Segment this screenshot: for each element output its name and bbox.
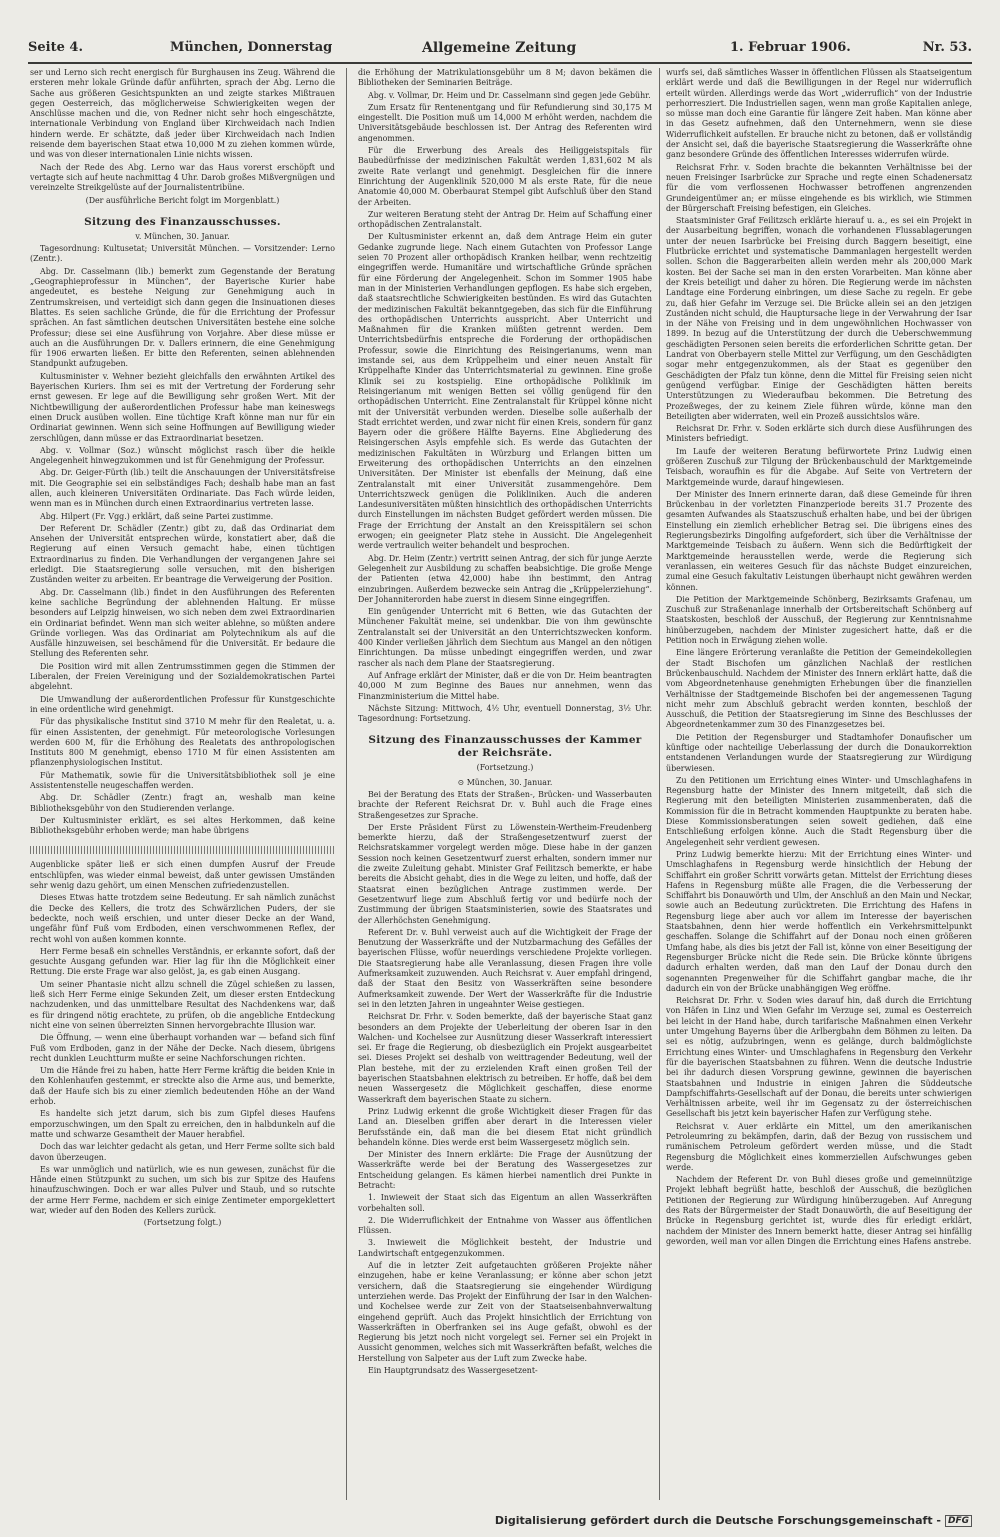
column-2 — [358, 68, 652, 1500]
article-paragraph: Prinz Ludwig erkennt die große Wichtigkeit dieser Fragen für das Land an. Dieselben griffen aber derart in die Interessen vieler Berufsstände ein, daß man die bei diesem Etat nicht gründlich behandeln könne. Dies werde erst beim Wassergesetz möglich sein. — [358, 1106, 652, 1147]
article-paragraph: Reichsrat Dr. Frhr. v. Soden erklärte sich durch diese Ausführungen des Ministers befriedigt. — [666, 424, 972, 444]
article-paragraph: Nächste Sitzung: Mittwoch, 4½ Uhr, eventuell Donnerstag, 3½ Uhr. Tagesordnung: Fortsetzung. — [358, 703, 652, 724]
article-paragraph: Abg. v. Vollmar, Dr. Heim und Dr. Casselmann sind gegen jede Gebühr. — [368, 90, 651, 100]
article-paragraph: Prinz Ludwig bemerkte hierzu: Mit der Errichtung eines Winter- und Umschlaghafens in Regensburg werde hinsichtlich der Hebung der Schiffahrt ein großer Schritt vorwärts getan. Mittelst der Errichtung dieses Hafens in Regensburg müßte alle Fragen, die die Verbesserung der Schiffahrt bis Donauwörth und Ulm, der Anschluß an den Main und Neckar, sowie auch an Bedeutung zurücktreten. Die Errichtung des Hafens in Regensburg liege aber auch vor allem im Interesse der bayerischen Staatsbahnen, denn hier werde hoffentlich ein Verkehrsmittelpunkt geschaffen. Solange die Schiffahrt auf der Donau noch einen größeren Umfang habe, als dies bis jetzt der Fall ist, könne von einer Beseitigung der Regensburger Brücke nicht die Rede sein. Die Brücke könnte übrigens dadurch erhalten werden, daß man den Lauf der Donau durch den sogenannten Pregenweiher für die Schiffahrt gangbar mache, die ihr dadurch ein von der Brücke unabhängigen Weg eröffne. — [666, 849, 972, 993]
column-divider — [659, 68, 660, 1500]
article-paragraph: Ein genügender Unterricht mit 6 Betten, wie das Gutachten der Münchener Fakultät meine, sei undenkbar. Die von ihm gewünschte Zentralanstalt sei der Universität an den Unterrichtszwecken konform. 400 Kinder verließen jährlich dem Siechtum aus Mangel an den nötigen Einrichtungen. Da müsse unbedingt eingegriffen werden, und zwar rascher als nach dem Plane der Staatsregierung. — [358, 607, 652, 668]
article-paragraph: Staatsminister Graf Feilitzsch erklärte hierauf u. a., es sei ein Projekt in der Ausarbeitung begriffen, wonach die vorhandenen Flussablagerungen unter der neuen Isarbrücke bei Freising durch Baggern beseitigt, eine Flutbrücke errichtet und systematische Dammanlagen hergestellt werden sollen. Schon die Baggerarbeiten allein werden mehr als 200,000 Mark kosten. Bei der Sache sei man in den ersten Vorarbeiten. Man könne aber der Kreis beteiligt und daher zu hören. Die Regierung werde im nächsten Landtage eine Forderung einbringen, um diese Sache zu regeln. Er gebe zu, daß hier Gefahr im Verzuge sei. Die Brücke allein sei an den jetzigen Zuständen nicht schuld, die Hauptursache liege in der Verwahrung der Isar in der Nähe von Freising und in dem ungewöhnlichen Hochwasser von 1899. In bezug auf die Unterstützung der durch die Ueberschwemmung geschädigten Personen seien bereits die erforderlichen Schritte getan. Der Landrat von Oberbayern stelle Mittel zur Verfügung, um den Geschädigten sogar mehr entgegenzukommen, als der Staat es gegenüber den Geschädigten der Pfalz tun könne, denn die Mittel für Freising seien nicht genügend verfügbar. Einige der Geschädigten hätten bereits Unterstützungen zu Wiederaufbau bekommen. Die Betretung des Prozeßweges, der zu keinem Ziele führen würde, könne man den Beteiligten aber widerraten, weil ein Prozeß aussichtslos wäre. — [666, 216, 972, 421]
page-number: Seite 4. — [28, 40, 83, 55]
article-paragraph: Reichsrat v. Auer erklärte ein Mittel, um den amerikanischen Petroleumring zu bekämpfen, darin, daß der Bezug von russischem und rumänischem Petroleum gefördert werden müsse, und die Stadt Regensburg die Möglichkeit eines kommerziellen Aufschwunges geben werde. — [666, 1121, 972, 1172]
list-item: 1. Inwieweit der Staat sich das Eigentum an allen Wasserkräften vorbehalten soll. — [358, 1193, 652, 1213]
article-paragraph: Reichsrat Frhr. v. Soden brachte die bekannten Verhältnisse bei der neuen Freisinger Isarbrücke zur Sprache und regte einen Schadenersatz für die vom verflossenen Hochwasser betroffenen angrenzenden Grundeigentümer an; er müsse eingehende es bis wirklich, wie Stimmen der Bürgerschaft Freising befestigen, ein Gleiches. — [666, 162, 972, 213]
article-paragraph: Für die Erwerbung des Areals des Heiliggeistspitals für Baubedürfnisse der medizinischen Fakultät werden 1,831,602 M als zweite Rate verlangt und genehmigt. Desgleichen für die innere Einrichtung der Augenklinik 520,000 M als erste Rate, für die neue Anatomie 40,000 M. Oberbaurat Stempel gibt Aufschluß über den Stand der Arbeiten. — [358, 146, 652, 207]
page-header — [28, 40, 972, 62]
feuilleton-paragraph: Augenblicke später ließ er sich einen dumpfen Ausruf der Freude entschlüpfen, was wieder einmal beweist, daß unter gewissen Umständen sehr wenig dazu gehört, um einen Menschen zufriedenzustellen. — [30, 860, 335, 891]
article-paragraph: Bei der Beratung des Etats der Straßen-, Brücken- und Wasserbauten brachte der Referent Reichsrat Dr. v. Buhl auch die Frage eines Straßengesetzes zur Sprache. — [358, 790, 652, 820]
section-heading: Sitzung des Finanzausschusses der Kammer der Reichsräte. — [368, 734, 642, 760]
list-item: 2. Die Widerruflichkeit der Entnahme von Wasser aus öffentlichen Flüssen. — [358, 1215, 652, 1236]
article-paragraph: Die Umwandlung der außerordentlichen Professur für Kunstgeschichte in eine ordentliche wird genehmigt. — [30, 694, 335, 714]
article-paragraph: Die Position wird mit allen Zentrumsstimmen gegen die Stimmen der Liberalen, der Freien Vereinigung und der Sozialdemokratischen Partei abgelehnt. — [30, 661, 335, 692]
article-paragraph: Nach der Rede des Abg. Lerno war das Haus vorerst erschöpft und vertagte sich auf heute nachmittag 4 Uhr. Darob großes Mißvergnügen und vereinzelte Streikgelüste auf der Journalistentribüne. — [30, 162, 335, 193]
feuilleton-paragraph: Doch das war leichter gedacht als getan, und Herr Ferme sollte sich bald davon überzeugen. — [30, 1142, 335, 1162]
article-paragraph: Für das physikalische Institut sind 3710 M mehr für den Realetat, u. a. für einen Assistenten, der genehmigt. Für meteorologische Vorlesungen werden 600 M, für die Erhöhung des Realetats des anthropologischen Instituts 800 M genehmigt, ebenso 1710 M für einen Assistenten am pflanzenphysiologischen Institut. — [30, 717, 335, 768]
column-3 — [666, 68, 972, 1500]
continuation-note: (Fortsetzung folgt.) — [143, 1218, 222, 1228]
feuilleton-divider — [30, 846, 335, 854]
article-note: (Der ausführliche Bericht folgt im Morgenblatt.) — [85, 195, 280, 205]
article-paragraph: Reichsrat Dr. Frhr. v. Soden bemerkte, daß der bayerische Staat ganz besonders an dem Projekte der Ueberleitung der oberen Isar in den Walchen- und Kochelsee zur Ausnützung dieser Wasserkraft interessiert sei. Er frage die Regierung, ob diesbezüglich ein Projekt ausgearbeitet sei. Dieses Projekt sei deshalb von weittragender Bedeutung, weil der Plan bestehe, mit der zu erzielenden Kraft einen großen Teil der bayerischen Staatsbahnen elektrisch zu betreiben. Er hoffe, daß bei dem neuen Wassergesetz die Möglichkeit geschaffen, diese enorme Wasserkraft dem bayerischen Staate zu sichern. — [358, 1012, 652, 1104]
column-divider — [346, 68, 347, 1500]
article-paragraph: Der Kultusminister erkennt an, daß dem Antrage Heim ein guter Gedanke zugrunde liege. Nach einem Gutachten von Professor Lange seien 70 Prozent aller orthopädisch Kranken heilbar, wenn rechtzeitig eingegriffen werde. Humanitäre und wirtschaftliche Gründe sprächen für eine Förderung der Angelegenheit. Schon im Sommer 1905 habe man in der Ministerien Verhandlungen gepflogen. Es habe sich ergeben, daß staatsrechtliche Schwierigkeiten bestünden. Es wird das Gutachten der medizinischen Fakultät bekanntgegeben, das sich für die Einführung des orthopädischen Unterrichts ausspricht. Aber Unterricht und Maßnahmen für die Kranken müßten getrennt werden. Dem Unterrichtsbedürfnis entspreche die Forderung der orthopädischen Professur, sowie die Einrichtung des Reisingerianums, wenn man imstande sei, aus dem Krüppelheim und einer neuen Anstalt für Krüppelhafte Kinder das Unterrichtsmaterial zu gewinnen. Eine große Klinik sei zu kostspielig. Eine orthopädische Poliklinik im Reisingerianum mit wenigen Betten sei völlig genügend für den orthopädischen Unterricht. Eine Zentralanstalt für Krüppel könne nicht mit der Universität verbunden werden. Dieselbe solle außerhalb der Stadt errichtet werden, und zwar nicht für einen Kreis, sondern für ganz Bayern oder die größere Hälfte Bayerns. Eine Abgliederung des Reisingerschen Asyls empfehle sich. Es werde das Gutachten der medizinischen Fakultäten in Würzburg und Erlangen bitten um Erweiterung des orthopädischen Unterrichts an den einzelnen Universitäten. Der Minister ist ebenfalls der Meinung, daß eine Zentralanstalt mit einer Universität zusammengehöre. Dem Unterrichtszweck genügen die Polikliniken. Auch die anderen Landesuniversitäten müßten hinsichtlich des orthopädischen Unterrichts durch Einstellungen im nächsten Budget gefördert werden müssen. Die Frage der Errichtung der Anstalt an den Kreisspitälern sei schon erwogen; ein geeigneter Platz stehe in Aussicht. Die Angelegenheit werde vertraulich weiter behandelt und besprochen. — [358, 232, 652, 551]
header-rule — [28, 62, 972, 64]
credit-text: Digitalisierung gefördert durch die Deutsche Forschungsgemeinschaft - — [494, 1514, 941, 1527]
digitization-credit — [495, 1514, 972, 1527]
article-paragraph: Die Petition der Regensburger und Stadtamhofer Donaufischer um künftige oder nachteilige Ueberlassung der durch die Donaukorrektion entstandenen Verlandungen wurde der Staatsregierung zur Würdigung überwiesen. — [666, 732, 972, 773]
article-paragraph: Abg. Hilpert (Fr. Vgg.) erklärt, daß seine Partei zustimme. — [40, 511, 274, 521]
article-paragraph: Abg. v. Vollmar (Soz.) wünscht möglichst rasch über die heikle Angelegenheit hinwegzukommen und ist für Genehmigung der Professur. — [30, 445, 335, 466]
article-paragraph: Auf die in letzter Zeit aufgetauchten größeren Projekte näher einzugehen, habe er keine Veranlassung; er könne aber schon jetzt versichern, daß die Staatsregierung sie eingehender Würdigung unterziehen werde. Das Projekt der Einführung der Isar in den Walchen- und Kochelsee werde zur Zeit von der Staatseisenbahnverwaltung eingehend geprüft. Auch das Projekt hinsichtlich der Errichtung von Wasserkräften in Oberfranken sei ins Auge gefaßt, obwohl es der Regierung bis jetzt noch nicht vorgelegt sei. Ferner sei ein Projekt in Aussicht genommen, welches sich mit Wasserkräften befaßt, welches die Herstellung von Salpeter aus der Luft zum Zwecke habe. — [358, 1261, 652, 1363]
feuilleton-paragraph: Um seiner Phantasie nicht allzu schnell die Zügel schießen zu lassen, ließ sich Herr Ferme einige Sekunden Zeit, um dieser ersten Entdeckung nachzudenken, und das unmittelbare Resultat des Nachdenkens war, daß es für dringend nötig erachtete, zu prüfen, ob die angebliche Entdeckung nicht eine von seinen überreizten Sinnen hervorgebrachte Illusion war. — [30, 979, 335, 1030]
article-paragraph: Abg. Dr. Casselmann (lib.) bemerkt zum Gegenstande der Beratung „Geographieprofessur in München“, der Bayerische Kurier habe angedeutet, es bestehe Neigung zur Genehmigung auch in Zentrumskreisen, und verteidigt sich dann gegen die Insinuationen dieses Blattes. Es seien sachliche Gründe, die für die Errichtung der Professur sprächen. An fast sämtlichen deutschen Universitäten bestehe eine solche Professur; diese sei eine Ausführung von Vorjahre. Aber diese müsse er auch an die Ausführungen Dr. v. Dallers erinnern, die eine Genehmigung für 1906 erwarten ließen. Er bitte den Referenten, seinen ablehnenden Standpunkt aufzugeben. — [30, 266, 335, 369]
article-paragraph: die Erhöhung der Matrikulationsgebühr um 8 M; davon bekämen die Bibliotheken der Seminarien Beiträge. — [358, 68, 652, 88]
article-paragraph: Nachdem der Referent Dr. von Buhl dieses große und gemeinnützige Projekt lebhaft begrüßt hatte, beschloß der Ausschuß, die bezüglichen Petitionen der Regierung zur Würdigung hinüberzugeben. Auf Anregung des Rats der Bürgermeister der Stadt Donauwörth, die auf Beseitigung der Brücke in Regensburg gerichtet ist, wurde dies für erledigt erklärt, nachdem der Minister des Innern bemerkt hatte, dieser Antrag sei hinfällig geworden, weil man vor allen Dingen die Errichtung eines Hafens anstrebe. — [666, 1175, 972, 1246]
article-paragraph: Der Kultusminister erklärt, es sei altes Herkommen, daß keine Bibliotheksgebühr erhoben werde; man habe übrigens — [30, 815, 335, 836]
newspaper-title: Allgemeine Zeitung — [422, 40, 577, 56]
article-paragraph: Abg. Dr. Geiger-Fürth (lib.) teilt die Anschauungen der Universitätsfreise mit. Die Geographie sei ein selbständiges Fach; deshalb habe man an fast allen, auch kleineren Universitäten Ordinariate. Das Fach würde leiden, wenn man es in München durch einen Extraordinarius vertreten lasse. — [30, 468, 335, 509]
article-paragraph: Im Laufe der weiteren Beratung befürwortete Prinz Ludwig einen größeren Zuschuß zur Tilgung der Brückenbauschuld der Marktgemeinde Teisbach, woraufhin es für die Abgabe. Auf Seite von Vertretern der Marktgemeinde wurde, darauf hingewiesen. — [666, 446, 972, 487]
article-paragraph: Zur weiteren Beratung steht der Antrag Dr. Heim auf Schaffung einer orthopädischen Zentralanstalt. — [358, 209, 652, 230]
dateline: ⊙ München, 30. Januar. — [457, 777, 553, 787]
feuilleton-paragraph: Es war unmöglich und natürlich, wie es nun gewesen, zunächst für die Hände einen Stützpunkt zu suchen, um sich bis zur Spitze des Haufens hinaufzuschwingen. Doch er war alles Pulver und Staub, und so rutschte der arme Herr Ferme, nachdem er sich einige Zentimeter emporgeklettert war, wieder auf den Boden des Kellers zurück. — [30, 1164, 335, 1215]
feuilleton-paragraph: Um die Hände frei zu haben, hatte Herr Ferme kräftig die beiden Knie in den Kohlenhaufen gestemmt, er streckte also die Arme aus, und bemerkte, daß der Haufe sich bis zu einer ziemlich bedeutenden Höhe an der Wand erhob. — [30, 1066, 335, 1107]
article-paragraph: Eine längere Erörterung veranlaßte die Petition der Gemeindekollegien der Stadt Bischofen um gänzlichen Nachlaß der restlichen Brückenbauschuld. Nachdem der Minister des Innern erklärt hatte, daß die vom Abgeordnetenhause genehmigten Erhebungen über die finanziellen Verhältnisse der Stadtgemeinde Bischofen bei der angemessenen Tagung nicht mehr zum Abschluß gebracht werden konnten, beschloß der Ausschuß, die Petition der Staatsregierung im Sinne des Beschlusses der Abgeordnetenkammer zum 30 des Finanzgesetzes bei. — [666, 648, 972, 730]
article-paragraph: ser und Lerno sich recht energisch für Burghausen ins Zeug. Während die ersteren mehr lokale Gründe dafür anführten, sprach der Abg. Lerno die Sache aus größeren Gesichtspunkten an und zeigte starkes Mißtrauen gegen Oesterreich, das möglicherweise Schwierigkeiten wegen der Anschlüsse machen und die, von Redner nicht sehr hoch eingeschätzte, internationale Verbindung von England über Kirchweidach nach Indien hindern werde. Er schätzte, daß jeder über Kirchweidach nach Indien reisende dem bayerischen Staat etwa 10,000 M zu ziehen kommen würde, und was von dieser internationalen Linie nichts wissen. — [30, 68, 335, 160]
article-paragraph: Der Erste Präsident Fürst zu Löwenstein-Wertheim-Freudenberg bemerkte hierzu, daß der Straßengesetzentwurf zuerst der Reichsratskammer vorgelegt werden möge. Diese habe in der ganzen Session noch keinen Gesetzentwurf zuerst erhalten, sondern immer nur die zweite Zuleitung gehabt. Minister Graf Feilitzsch bemerkte, er habe bereits die Absicht gehabt, dies in die Wege zu leiten, und hoffe, daß der Staatsrat einen bezüglichen Antrage zustimmen werde. Der Gesetzentwurf liege zum Abschluß fertig vor und bedürfe noch der Zustimmung der übrigen Staatsministerien, sowie des Staatsrates und der Allerhöchsten Genehmigung. — [358, 822, 652, 925]
issue-number: Nr. 53. — [922, 40, 972, 55]
article-paragraph: Für Mathematik, sowie für die Universitätsbibliothek soll je eine Assistentenstelle neugeschaffen werden. — [30, 770, 335, 790]
feuilleton-paragraph: Es handelte sich jetzt darum, sich bis zum Gipfel dieses Haufens emporzuschwingen, um den Spalt zu erreichen, den in halbdunkeln auf die matte und schwarze Gesamtheit der Mauer herabfiel. — [30, 1109, 335, 1139]
article-paragraph: wurfs sei, daß sämtliches Wasser in öffentlichen Flüssen als Staatseigentum erklärt werde und daß die Bewilligungen in der Regel nur widerruflich erteilt würden. Allerdings werde das Wort „widerruflich“ von der Industrie perhorresziert. Die Industriellen sagen, wenn man große Kapitalien anlege, so müsse man doch eine Garantie für längere Zeit haben. Man könne aber in das Gesetz aufnehmen, daß den Unternehmern, wenn sie diese Widerruflichkeit aufstellen. Er brauche nicht zu betonen, daß er vollständig der Ansicht sei, daß die bayerische Staatsregierung die Wasserkräfte ohne ganz besondere Gründe des öffentlichen Interesses widerrufen würde. — [666, 68, 972, 160]
article-paragraph: Zu den Petitionen um Errichtung eines Winter- und Umschlaghafens in Regensburg hatte der Minister des Innern mitgeteilt, daß sich die Regierung mit den beteiligten Ministerien zusammenberaten, daß die Kommission für die in Betracht kommenden Hauptpunkte zu beraten habe. Diese Kommissionsberatungen seien soweit gediehen, daß eine Entschließung erfolgen könne. Auch die Stadt Regensburg über die Angelegenheit sehr verdient gewesen. — [666, 775, 972, 847]
article-paragraph: Kultusminister v. Wehner bezieht gleichfalls den erwähnten Artikel des Bayerischen Kuriers. Ihm sei es mit der Vertretung der Forderung sehr ernst gewesen. Er lege auf die Bewilligung sehr großen Wert. Mit der Nichtbewilligung der außerordentlichen Professur habe man keineswegs einen Druck ausüben wollen. Eine tüchtige Kraft könne man nur für ein Ordinariat gewinnen. Wenn sich seine Hoffnungen auf Bewilligung wieder zerschlügen, dann müsse er das Extraordinariat besetzen. — [30, 371, 335, 443]
article-paragraph: Abg. Dr. Schädler (Zentr.) fragt an, weshalb man keine Bibliotheksgebühr von den Studierenden verlange. — [30, 793, 335, 813]
article-paragraph: Tagesordnung: Kultusetat; Universität München. — Vorsitzender: Lerno (Zentr.). — [30, 244, 335, 264]
section-heading: Sitzung des Finanzausschusses. — [84, 215, 281, 228]
column-1 — [30, 68, 335, 1500]
article-paragraph: Referent Dr. v. Buhl verweist auch auf die Wichtigkeit der Frage der Benutzung der Wasserkräfte und der Nutzbarmachung des Gefälles der bayerischen Flüsse, wofür neuerdings verschiedene Projekte vorliegen. Die Staatsregierung habe alle Veranlassung, diesen Fragen ihre volle Aufmerksamkeit zuzuwenden. Auch Reichsrat v. Auer empfahl dringend, daß der Staat den Besitz von Wasserkräften seine besondere Aufmerksamkeit zuwende. Der Wert der Wasserkräfte für die Industrie sei in den letzten Jahren in ungeahnter Weise gestiegen. — [358, 927, 652, 1009]
feuilleton-paragraph: Herr Ferme besaß ein schnelles Verständnis, er erkannte sofort, daß der gesuchte Ausgang gefunden war. Hier lag für ihn die Möglichkeit einer Rettung. Die erste Frage war also gelöst, ja, es gab einen Ausgang. — [30, 946, 335, 977]
place-date: München, Donnerstag — [170, 40, 333, 55]
article-paragraph: Die Petition der Marktgemeinde Schönberg, Bezirksamts Grafenau, um Zuschuß zur Straßenanlage innerhalb der Ortsbereitschaft Schönberg auf Staatskosten, beschloß der Ausschuß, der Regierung zur Kenntnisnahme hinüberzugeben, nachdem der Minister zugesichert hatte, daß er die Petition noch in Erwägung ziehen wolle. — [666, 594, 972, 646]
article-paragraph: Reichsrat Dr. Frhr. v. Soden wies darauf hin, daß durch die Errichtung von Häfen in Linz und Wien Gefahr im Verzuge sei, zumal es Oesterreich bei leicht in der Hand habe, durch tarifarische Maßnahmen einen Verkehr unter Umgehung Bayerns über die Arlbergbahn dem Böhmen zu leiten. Da sei es nötig, aufzubringen, wenn es gelänge, durch baldmöglichste Errichtung eines Winter- und Umschlaghafens in Regensburg den Verkehr für die bayerischen Staatsbahnen zu führen. Wenn die deutsche Industrie bei ihr dadurch diesen Vorsprung gewinne, gewinnen die bayerischen Staatsbahnen und Industrie in einigen Jahren die Süddeutsche Dampfschiffahrts-Gesellschaft auf der Donau, die bereits unter schwierigen Verhältnissen arbeite, weil ihr im Gegensatz zu der österreichischen Gesellschaft bis jetzt kein bayerischer Hafen zur Verfügung stehe. — [666, 996, 972, 1119]
feuilleton-paragraph: Dieses Etwas hatte trotzdem seine Bedeutung. Er sah nämlich zunächst die Decke des Kellers, die trotz des Schwärzlichen Puders, der sie bedeckte, noch weiß erschien, und unter dieser Decke an der Wand, ungefähr fünf Fuß vom Erdboden, einen verschwommenen Reflex, der recht wohl von außen kommen konnte. — [30, 893, 335, 944]
feuilleton-paragraph: Die Öffnung, — wenn eine überhaupt vorhanden war — befand sich fünf Fuß vom Erdboden, ganz in der Nähe der Decke. Nach diesem, übrigens recht dunklen Leuchtturm mußte er seine Nachforschungen richten. — [30, 1033, 335, 1063]
list-item: 3. Inwieweit die Möglichkeit besteht, der Industrie und Landwirtschaft entgegenzukommen. — [358, 1238, 652, 1258]
article-paragraph: Abg. Dr. Casselmann (lib.) findet in den Ausführungen des Referenten keine sachliche Begründung der ablehnenden Haltung. Er müsse besonders auf Leipzig hinweisen, wo sich neben dem zwei Extraordinarien ein Ordinariat befindet. Wenn man sich weiter ablehne, so müßten andere Gründe vorliegen. Was das Ordinariat am Polytechnikum als auf die Ausfälle hinzuweisen, sei beschämend für die Universität. Er bedaure die Stellung des Referenten sehr. — [30, 587, 335, 659]
dateline: v. München, 30. Januar. — [135, 231, 230, 241]
article-paragraph: Der Minister des Innern erklärte: Die Frage der Ausnützung der Wasserkräfte werde bei der Beratung des Wassergesetzes zur Entscheidung gelangen. Es kämen hierbei namentlich drei Punkte in Betracht: — [358, 1150, 652, 1190]
article-paragraph: Ein Hauptgrundsatz des Wassergesetzent- — [368, 1366, 538, 1376]
dfg-logo: DFG — [945, 1515, 972, 1527]
issue-date: 1. Februar 1906. — [730, 40, 851, 55]
article-paragraph: Auf Anfrage erklärt der Minister, daß er die von Dr. Heim beantragten 40,000 M zum Beginne des Baues nur annehmen, wenn das Finanzministerium die Mittel habe. — [358, 670, 652, 701]
article-paragraph: Der Minister des Innern erinnerte daran, daß diese Gemeinde für ihren Brückenbau in der vorletzten Finanzperiode bereits 31.7 Prozente des gesamten Aufwandes als Staatszuschuß erhalten habe, und bei der übrigen Einstellung ein ziemlich erheblicher Betrag sei. Die übrigens eines des Regierungsbezirks Dingolfing aufgefordert, sich über die Verhältnisse der Marktgemeinde Teisbach zu äußern. Wenn sich die Bedürftigkeit der Marktgemeinde herausstellen werde, werde die Regierung sich veranlassen, ein weiteres Gesuch für das nächste Budget einzureichen, zumal eine Gesuch fakultativ Leistungen überhaupt nicht gewähren werden können. — [666, 489, 972, 592]
article-paragraph: Zum Ersatz für Rentenentgang und für Refundierung sind 30,175 M eingestellt. Die Position muß um 14,000 M erhöht werden, nachdem die Universitätsgebäude beschlossen ist. Der Antrag des Referenten wird angenommen. — [358, 102, 652, 143]
article-paragraph: Der Referent Dr. Schädler (Zentr.) gibt zu, daß das Ordinariat dem Ansehen der Universität entsprechen würde, konstatiert aber, daß die Regierung auf einen Versuch gemacht habe, einen tüchtigen Extraordinarius zu finden. Die Verhandlungen der vergangenen Jahre sei erledigt. Die Staatsregierung solle versuchen, mit den bisherigen Zuständen weiter zu arbeiten. Er beantrage die Verweigerung der Position. — [30, 523, 335, 585]
article-paragraph: Abg. Dr. Heim (Zentr.) vertritt seinen Antrag, der sich für junge Aerzte Gelegenheit zur Ausbildung zu schaffen beabsichtige. Die große Menge der Patienten (etwa 42,000) habe ihn bestimmt, den Antrag einzubringen. Außerdem bezwecke sein Antrag die „Krüppelerziehung“. Der Johanniterorden habe zuerst in diesem Sinne eingegriffen. — [358, 553, 652, 604]
section-subheading: (Fortsetzung.) — [476, 763, 534, 773]
